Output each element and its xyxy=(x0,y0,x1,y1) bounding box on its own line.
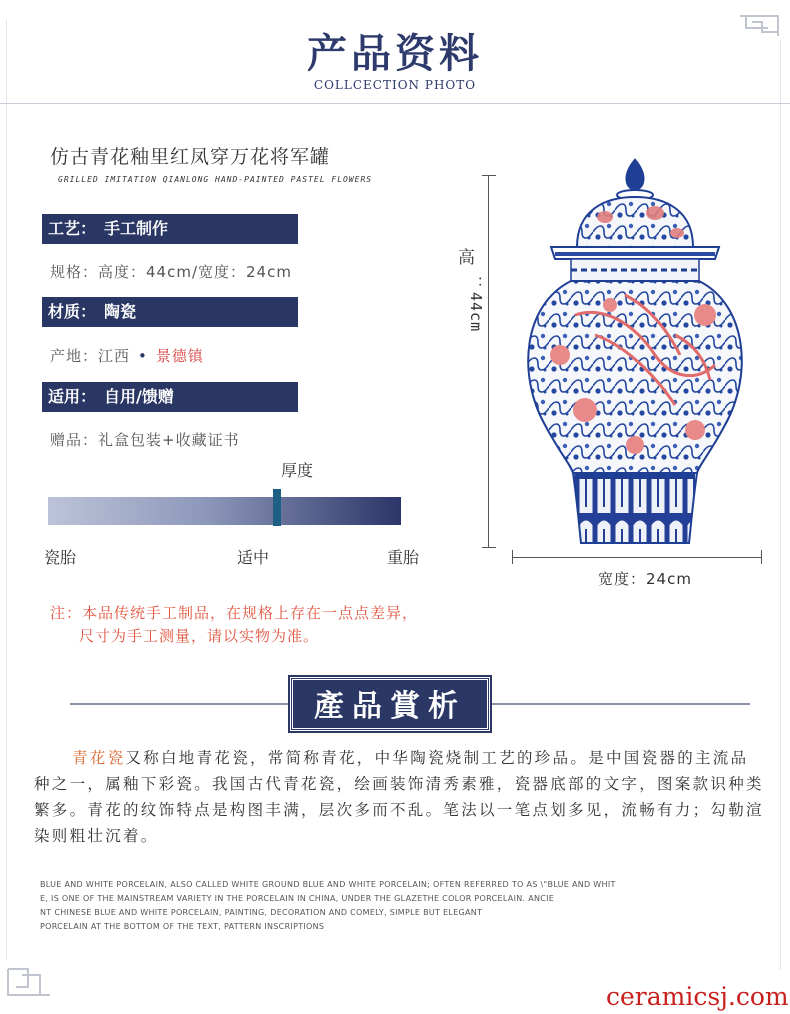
side-rule-left xyxy=(6,20,7,960)
height-tick-top xyxy=(482,175,496,176)
origin-dot: • xyxy=(138,347,148,365)
section-rule-right xyxy=(490,703,750,705)
analysis-english-line: NT CHINESE BLUE AND WHITE PORCELAIN, PAINTING, DECORATION AND COMELY, SIMPLE BUT ELEGANT xyxy=(40,908,483,917)
size-line: 规格：高度：44cm/宽度：24cm xyxy=(50,263,292,281)
material-bar xyxy=(42,297,298,327)
side-rule-right xyxy=(780,40,781,970)
craft-value: 手工制作 xyxy=(104,219,169,238)
material-label: 材质： xyxy=(48,302,97,321)
page-subtitle: COLLCECTION PHOTO xyxy=(313,78,477,92)
use-label: 适用： xyxy=(48,387,97,406)
site-watermark: ceramicsj.com xyxy=(606,982,789,1011)
analysis-english xyxy=(40,878,690,934)
height-value: ：44cm xyxy=(467,276,485,333)
width-dimension-line xyxy=(512,557,762,558)
thickness-marker xyxy=(273,489,281,526)
origin-city: 景德镇 xyxy=(155,347,204,365)
origin-region: 江西 xyxy=(98,347,131,365)
product-name-english: GRILLED IMITATION QIANLONG HAND-PAINTED PASTEL FLOWERS xyxy=(58,175,373,184)
material-value: 陶瓷 xyxy=(104,302,137,321)
craft-label: 工艺： xyxy=(48,219,97,238)
thickness-left-label: 瓷胎 xyxy=(44,548,77,567)
section-heading: 產品賞析 xyxy=(290,677,490,731)
width-label: 宽度：24cm xyxy=(598,570,692,588)
note-line-2: 尺寸为手工测量，请以实物为准。 xyxy=(79,627,320,645)
analysis-paragraph xyxy=(34,745,764,849)
thickness-title: 厚度 xyxy=(281,461,314,480)
analysis-english-line: PORCELAIN AT THE BOTTOM OF THE TEXT, PATTERN INSCRIPTIONS xyxy=(40,922,325,931)
corner-ornament-bottom-left xyxy=(6,965,54,999)
height-tick-bottom xyxy=(482,547,496,548)
vase-lid xyxy=(577,197,693,247)
use-value: 自用/馈赠 xyxy=(104,387,174,406)
analysis-text: 又称白地青花瓷，常简称青花，中华陶瓷烧制工艺的珍品。是中国瓷器的主流品种之一，属釉下彩瓷。我国古代青花瓷，绘画装饰清秀素雅，瓷器底部的文字，图案款识种类繁多。青花的纹饰特点是构图丰满，层次多而不乱。笔法以一笔点划多见，流畅有力；勾勒渲染则粗壮沉着。 xyxy=(34,749,764,845)
section-rule-left xyxy=(70,703,290,705)
page-title: 产品资料 xyxy=(307,30,483,77)
use-bar xyxy=(42,382,298,412)
analysis-english-line: E, IS ONE OF THE MAINSTREAM VARIETY IN THE PORCELAIN IN CHINA, UNDER THE GLAZETHE COLOR PORCELAIN. ANCIE xyxy=(40,894,555,903)
craft-bar xyxy=(42,214,298,244)
analysis-highlight: 青花瓷 xyxy=(72,749,126,767)
thickness-gauge xyxy=(48,497,401,525)
header-divider xyxy=(0,103,790,104)
vase-base xyxy=(573,473,697,543)
vase-image xyxy=(505,155,765,555)
thickness-mid-label: 适中 xyxy=(237,548,270,567)
analysis-english-line: BLUE AND WHITE PORCELAIN, ALSO CALLED WHITE GROUND BLUE AND WHITE PORCELAIN; OFTEN REFERRED TO AS \"BLUE AND WHIT xyxy=(40,880,616,889)
origin-line xyxy=(50,345,204,366)
product-name: 仿古青花釉里红凤穿万花将军罐 xyxy=(50,146,331,168)
thickness-right-label: 重胎 xyxy=(387,548,420,567)
origin-label: 产地： xyxy=(50,347,99,365)
vase-finial xyxy=(626,159,644,191)
gift-line: 赠品：礼盒包装+收藏证书 xyxy=(50,431,240,449)
note-line-1: 注：本品传统手工制品，在规格上存在一点点差异， xyxy=(50,604,419,622)
height-label: 高 xyxy=(458,248,475,268)
height-dimension-line xyxy=(488,175,489,547)
